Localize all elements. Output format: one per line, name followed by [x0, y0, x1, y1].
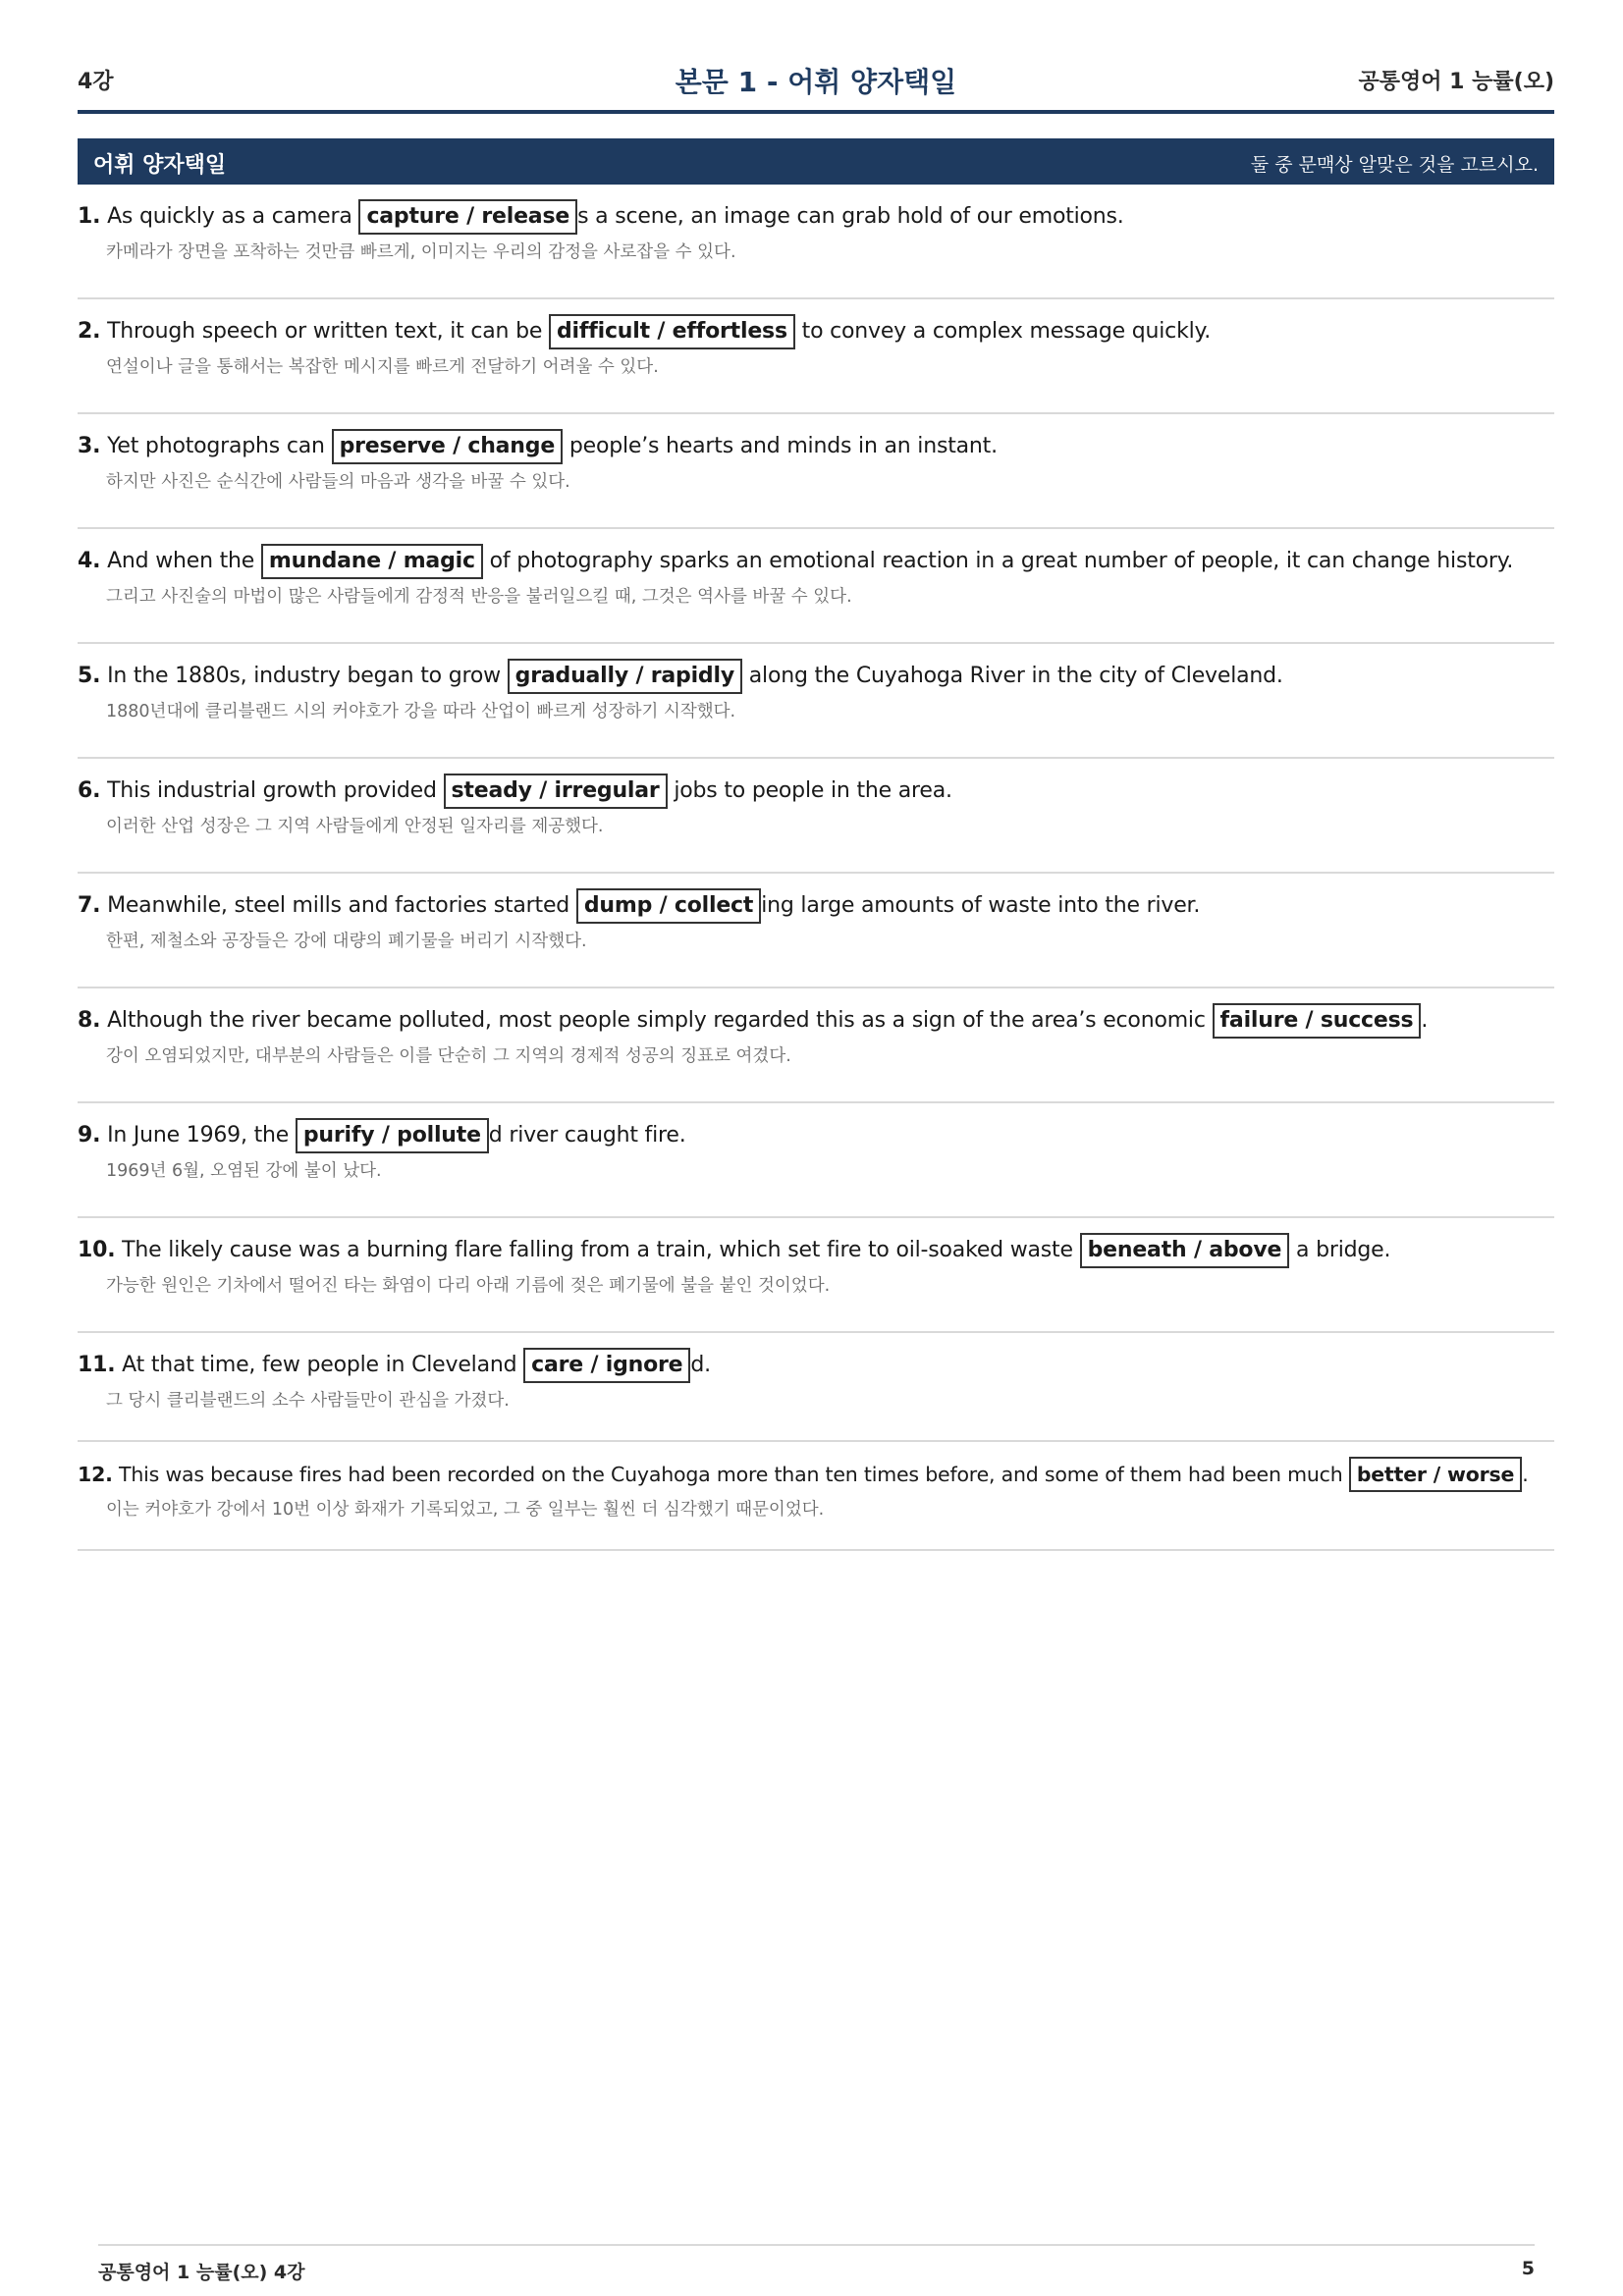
page-number: 5 — [1521, 2258, 1535, 2279]
korean-translation: 이러한 산업 성장은 그 지역 사람들에게 안정된 일자리를 제공했다. — [106, 817, 604, 836]
korean-translation: 가능한 원인은 기차에서 떨어진 타는 화염이 다리 아래 기름에 젖은 폐기물에 불을 붙인 것이었다. — [106, 1276, 831, 1296]
question-sentence — [78, 544, 1513, 579]
question-item — [78, 1442, 1554, 1551]
korean-translation: 연설이나 글을 통해서는 복잡한 메시지를 빠르게 전달하기 어려울 수 있다. — [106, 357, 659, 377]
page-title: 본문 1 - 어휘 양자택일 — [675, 66, 957, 98]
sentence-after: d river caught fire. — [488, 1123, 686, 1148]
choice-box[interactable]: preserve / change — [332, 429, 563, 464]
sentence-after: along the Cuyahoga River in the city of Cleveland. — [741, 664, 1283, 688]
footer-book-label: 공통영어 1 능률(오) 4강 — [98, 2262, 305, 2283]
choice-box[interactable]: capture / release — [358, 199, 577, 235]
sentence-after: to convey a complex message quickly. — [794, 319, 1212, 344]
question-number: 9. — [78, 1123, 101, 1148]
section-instruction: 둘 중 문맥상 알맞은 것을 고르시오. — [1250, 154, 1539, 176]
korean-translation: 이는 커야호가 강에서 10번 이상 화재가 기록되었고, 그 중 일부는 훨씬 더 심각했기 때문이었다. — [106, 1500, 825, 1520]
korean-translation: 하지만 사진은 순식간에 사람들의 마음과 생각을 바꿀 수 있다. — [106, 472, 570, 492]
question-number: 12. — [78, 1463, 113, 1486]
korean-translation: 카메라가 장면을 포착하는 것만큼 빠르게, 이미지는 우리의 감정을 사로잡을 수 있다. — [106, 242, 736, 262]
sentence-after: d. — [690, 1353, 711, 1377]
choice-box[interactable]: care / ignore — [523, 1348, 690, 1383]
sentence-before: This industrial growth provided — [107, 778, 444, 803]
question-sentence — [78, 1003, 1428, 1039]
question-sentence — [78, 1233, 1390, 1268]
sentence-before: In the 1880s, industry began to grow — [107, 664, 508, 688]
question-sentence — [78, 659, 1283, 694]
question-number: 1. — [78, 204, 101, 229]
question-item — [78, 185, 1554, 299]
sentence-after: ing large amounts of waste into the river. — [761, 893, 1201, 918]
sentence-after: jobs to people in the area. — [667, 778, 952, 803]
sentence-before: Through speech or written text, it can be — [107, 319, 549, 344]
choice-box[interactable]: failure / success — [1213, 1003, 1422, 1039]
question-number: 11. — [78, 1353, 116, 1377]
question-number: 4. — [78, 549, 101, 573]
section-banner — [78, 138, 1554, 185]
question-item — [78, 1103, 1554, 1218]
question-number: 6. — [78, 778, 101, 803]
choice-box[interactable]: better / worse — [1349, 1457, 1522, 1492]
choice-box[interactable]: mundane / magic — [261, 544, 483, 579]
question-sentence — [78, 429, 998, 464]
question-item — [78, 644, 1554, 759]
choice-box[interactable]: steady / irregular — [444, 774, 668, 809]
sentence-after: a bridge. — [1289, 1238, 1391, 1262]
sentence-before: And when the — [107, 549, 261, 573]
book-label: 공통영어 1 능률(오) — [1358, 70, 1554, 94]
question-number: 7. — [78, 893, 101, 918]
question-number: 10. — [78, 1238, 116, 1262]
korean-translation: 그리고 사진술의 마법이 많은 사람들에게 감정적 반응을 불러일으킬 때, 그것은 역사를 바꿀 수 있다. — [106, 587, 852, 607]
question-sentence — [78, 888, 1200, 924]
question-sentence — [78, 199, 1124, 235]
question-item — [78, 529, 1554, 644]
sentence-before: This was because fires had been recorded on the Cuyahoga more than ten times before, and some of them had been much — [119, 1463, 1349, 1486]
choice-box[interactable]: gradually / rapidly — [508, 659, 742, 694]
sentence-after: of photography sparks an emotional reaction in a great number of people, it can change history. — [482, 549, 1514, 573]
korean-translation: 그 당시 클리블랜드의 소수 사람들만이 관심을 가졌다. — [106, 1391, 510, 1411]
question-item — [78, 1333, 1554, 1442]
sentence-before: At that time, few people in Cleveland — [122, 1353, 524, 1377]
question-item — [78, 988, 1554, 1103]
page-header — [78, 61, 1554, 114]
korean-translation: 1969년 6월, 오염된 강에 불이 났다. — [106, 1161, 382, 1181]
sentence-before: Yet photographs can — [107, 434, 332, 458]
question-list — [78, 185, 1554, 1551]
question-item — [78, 874, 1554, 988]
korean-translation: 강이 오염되었지만, 대부분의 사람들은 이를 단순히 그 지역의 경제적 성공의 징표로 여겼다. — [106, 1046, 791, 1066]
section-title: 어휘 양자택일 — [93, 153, 227, 178]
question-item — [78, 299, 1554, 414]
question-sentence — [78, 1457, 1529, 1492]
sentence-before: Although the river became polluted, most people simply regarded this as a sign of the area’s economic — [107, 1008, 1213, 1033]
sentence-after: . — [1522, 1463, 1529, 1486]
question-item — [78, 1218, 1554, 1333]
question-number: 8. — [78, 1008, 101, 1033]
sentence-after: . — [1421, 1008, 1429, 1033]
sentence-after: people’s hearts and minds in an instant. — [563, 434, 998, 458]
question-sentence — [78, 314, 1211, 349]
question-number: 3. — [78, 434, 101, 458]
sentence-before: In June 1969, the — [107, 1123, 296, 1148]
sentence-before: As quickly as a camera — [107, 204, 359, 229]
question-sentence — [78, 774, 952, 809]
sentence-before: Meanwhile, steel mills and factories started — [107, 893, 576, 918]
lesson-label: 4강 — [78, 70, 114, 94]
page-footer — [98, 2244, 1535, 2289]
korean-translation: 1880년대에 클리블랜드 시의 커야호가 강을 따라 산업이 빠르게 성장하기 시작했다. — [106, 702, 736, 721]
question-number: 5. — [78, 664, 101, 688]
choice-box[interactable]: beneath / above — [1080, 1233, 1290, 1268]
question-item — [78, 414, 1554, 529]
korean-translation: 한편, 제철소와 공장들은 강에 대량의 폐기물을 버리기 시작했다. — [106, 932, 587, 951]
question-number: 2. — [78, 319, 101, 344]
question-item — [78, 759, 1554, 874]
sentence-after: s a scene, an image can grab hold of our emotions. — [577, 204, 1124, 229]
choice-box[interactable]: difficult / effortless — [549, 314, 795, 349]
question-sentence — [78, 1118, 686, 1153]
question-sentence — [78, 1348, 711, 1383]
choice-box[interactable]: dump / collect — [576, 888, 761, 924]
sentence-before: The likely cause was a burning flare falling from a train, which set fire to oil-soaked waste — [122, 1238, 1080, 1262]
choice-box[interactable]: purify / pollute — [296, 1118, 489, 1153]
